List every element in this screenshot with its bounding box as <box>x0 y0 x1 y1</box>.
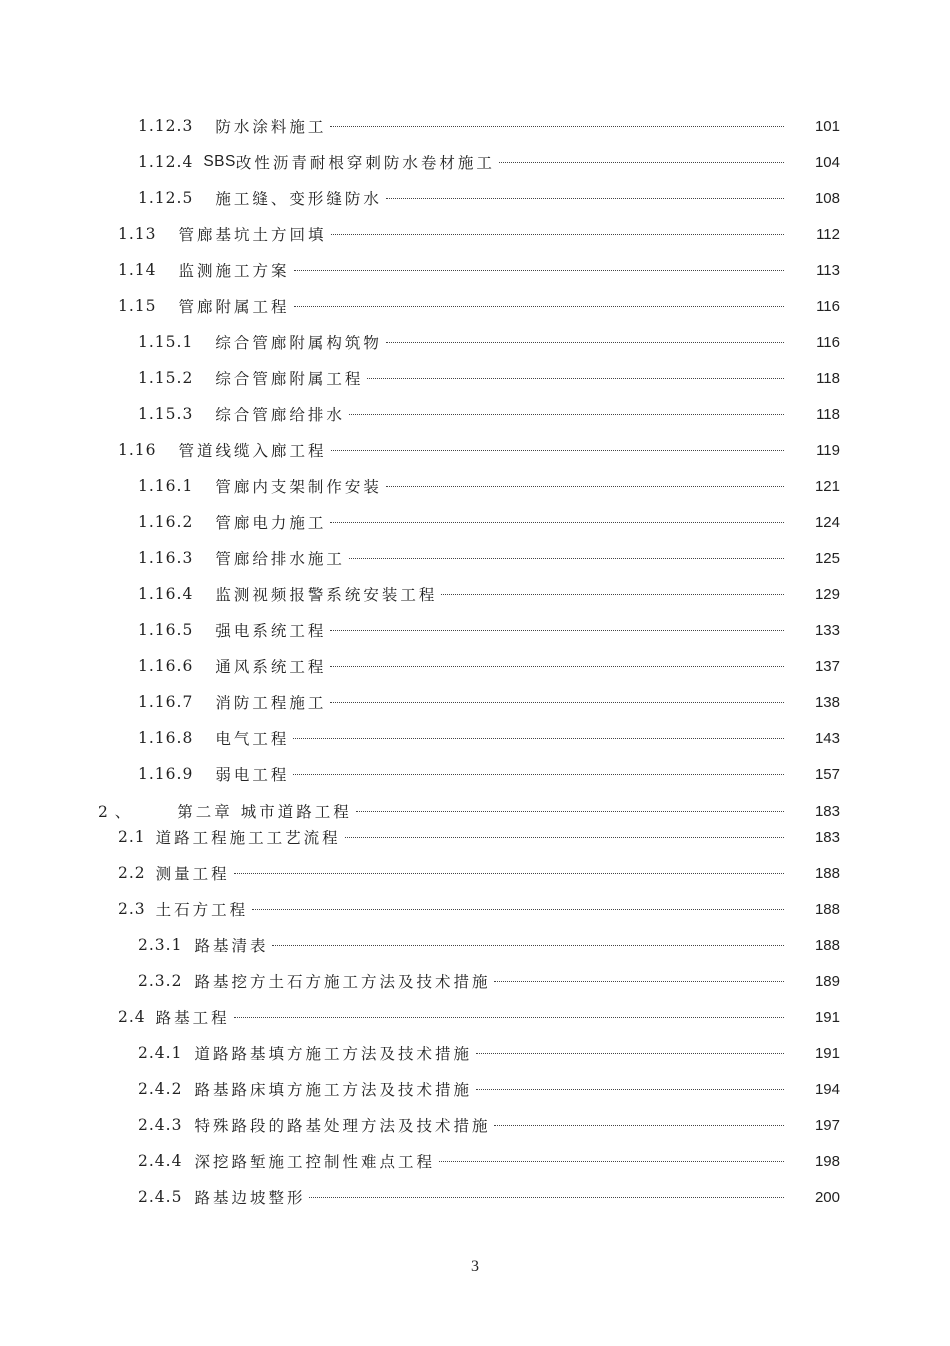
toc-dot-leader <box>293 726 784 739</box>
toc-dot-leader <box>309 1185 784 1198</box>
toc-entry-page: 116 <box>816 333 840 351</box>
toc-entry-page: 133 <box>814 621 840 639</box>
toc-entry-page: 125 <box>814 549 840 567</box>
toc-entry[interactable] <box>138 150 840 174</box>
toc-entry-number: 1.16 <box>118 441 157 459</box>
toc-entry-page: 124 <box>814 513 840 531</box>
toc-entry[interactable] <box>138 114 840 138</box>
toc-entry[interactable] <box>118 897 840 921</box>
toc-entry-number: 1.15.2 <box>138 369 194 387</box>
toc-entry-page: 108 <box>814 189 840 207</box>
toc-entry-number: 1.15 <box>118 297 157 315</box>
toc-entry-page: 138 <box>814 693 840 711</box>
toc-entry-page: 189 <box>814 972 840 990</box>
toc-entry-number: 2.3 <box>118 900 146 918</box>
toc-dot-leader <box>272 933 784 946</box>
toc-entry-title: 土石方工程 <box>155 901 249 919</box>
toc-entry-page: 183 <box>814 802 840 820</box>
toc-entry[interactable] <box>138 690 840 714</box>
toc-entry-number: 2.3.1 <box>138 936 183 954</box>
toc-dot-leader <box>439 1149 784 1162</box>
toc-dot-leader <box>345 825 784 838</box>
toc-entry-page: 198 <box>814 1152 840 1170</box>
toc-entry-page: 129 <box>814 585 840 603</box>
toc-entry-number: 1.12.3 <box>138 117 194 135</box>
toc-entry-number: 1.16.8 <box>138 729 194 747</box>
toc-entry-title: 综合管廊附属工程 <box>215 370 364 388</box>
toc-entry-title: 道路路基填方施工方法及技术措施 <box>194 1045 472 1063</box>
toc-entry-number: 2.4 <box>118 1008 146 1026</box>
toc-entry[interactable] <box>138 762 840 786</box>
toc-entry-title: 管廊电力施工 <box>215 514 327 532</box>
toc-entry-title: 深挖路堑施工控制性难点工程 <box>194 1153 435 1171</box>
toc-entry-title: 电气工程 <box>215 730 290 748</box>
toc-entry-title: 管道线缆入廊工程 <box>178 442 327 460</box>
toc-entry[interactable] <box>138 546 840 570</box>
toc-dot-leader <box>476 1041 784 1054</box>
toc-entry[interactable] <box>118 294 840 318</box>
toc-dot-leader <box>234 1005 784 1018</box>
toc-entry-page: 188 <box>814 900 840 918</box>
toc-entry-page: 191 <box>814 1044 840 1062</box>
toc-entry-title: 弱电工程 <box>215 766 290 784</box>
toc-entry-title: 特殊路段的路基处理方法及技术措施 <box>194 1117 491 1135</box>
toc-entry-number: 1.12.5 <box>138 189 194 207</box>
toc-entry-title: 施工缝、变形缝防水 <box>215 190 382 208</box>
toc-entry-number: 2.4.2 <box>138 1080 183 1098</box>
toc-entry[interactable] <box>138 186 840 210</box>
toc-entry-page: 188 <box>814 864 840 882</box>
toc-entry[interactable] <box>138 402 840 426</box>
page-number: 3 <box>471 1258 479 1275</box>
toc-entry-title: 管廊内支架制作安装 <box>215 478 382 496</box>
toc-entry[interactable] <box>118 825 840 849</box>
toc-entry-title: 第二章 城市道路工程 <box>177 803 352 821</box>
toc-dot-leader <box>499 150 784 163</box>
toc-entry[interactable] <box>138 618 840 642</box>
toc-dot-leader <box>293 762 784 775</box>
toc-entry-number: 2.4.5 <box>138 1188 183 1206</box>
toc-entry[interactable] <box>138 969 840 993</box>
toc-entry-page: 194 <box>814 1080 840 1098</box>
toc-entry-number: 2.3.2 <box>138 972 183 990</box>
toc-entry-page: 104 <box>814 153 840 171</box>
toc-entry[interactable] <box>138 510 840 534</box>
toc-dot-leader <box>441 582 784 595</box>
toc-entry[interactable] <box>138 1185 840 1209</box>
toc-entry-page: 116 <box>816 297 840 315</box>
toc-entry-title: 强电系统工程 <box>215 622 327 640</box>
toc-dot-leader <box>234 861 784 874</box>
toc-entry-number: 2 、 <box>98 803 132 821</box>
toc-dot-leader <box>330 618 784 631</box>
toc-entry-number: 1.16.9 <box>138 765 194 783</box>
toc-entry-number: 1.16.5 <box>138 621 194 639</box>
toc-entry-title: 测量工程 <box>155 865 230 883</box>
toc-entry-title: 消防工程施工 <box>215 694 327 712</box>
toc-entry-page: 191 <box>814 1008 840 1026</box>
toc-entry-page: 137 <box>814 657 840 675</box>
toc-entry-page: 118 <box>816 369 840 387</box>
toc-entry-title: 路基工程 <box>155 1009 230 1027</box>
toc-entry-page: 121 <box>814 477 840 495</box>
toc-dot-leader <box>252 897 784 910</box>
toc-entry[interactable] <box>138 330 840 354</box>
toc-entry-title: 防水涂料施工 <box>215 118 327 136</box>
toc-dot-leader <box>386 186 784 199</box>
toc-dot-leader <box>349 546 784 559</box>
toc-entry[interactable] <box>118 258 840 282</box>
toc-entry[interactable] <box>98 799 840 823</box>
toc-entry[interactable] <box>118 861 840 885</box>
toc-entry-title: 监测施工方案 <box>178 262 290 280</box>
toc-entry[interactable] <box>138 1077 840 1101</box>
toc-entry-page: 197 <box>814 1116 840 1134</box>
toc-entry[interactable] <box>138 582 840 606</box>
toc-entry[interactable] <box>118 438 840 462</box>
toc-dot-leader <box>494 1113 784 1126</box>
toc-entry-number: 2.4.4 <box>138 1152 183 1170</box>
toc-entry-number: 1.16.2 <box>138 513 194 531</box>
toc-entry-number: 2.4.3 <box>138 1116 183 1134</box>
toc-dot-leader <box>367 366 784 379</box>
toc-entry[interactable] <box>138 1041 840 1065</box>
toc-entry-number: 1.16.3 <box>138 549 194 567</box>
toc-entry-title: 监测视频报警系统安装工程 <box>215 586 438 604</box>
toc-entry-page: 113 <box>816 261 840 279</box>
toc-dot-leader <box>349 402 784 415</box>
toc-entry-title: 管廊基坑土方回填 <box>178 226 327 244</box>
toc-entry[interactable] <box>138 933 840 957</box>
toc-dot-leader <box>494 969 784 982</box>
toc-entry-page: 143 <box>814 729 840 747</box>
toc-dot-leader <box>330 510 784 523</box>
toc-entry-page: 112 <box>816 225 840 243</box>
toc-entry[interactable] <box>138 1149 840 1173</box>
toc-entry-number: 2.1 <box>118 828 146 846</box>
toc-entry-number: 1.16.1 <box>138 477 194 495</box>
toc-entry-number: 1.16.4 <box>138 585 194 603</box>
toc-entry-page: 101 <box>814 117 840 135</box>
toc-dot-leader <box>294 294 784 307</box>
toc-entry-title: 道路工程施工工艺流程 <box>155 829 341 847</box>
toc-entry-title: 改性沥青耐根穿刺防水卷材施工 <box>235 154 495 172</box>
toc-entry[interactable] <box>138 726 840 750</box>
toc-entry-title: 管廊附属工程 <box>178 298 290 316</box>
toc-entry[interactable] <box>138 474 840 498</box>
toc-dot-leader <box>330 114 784 127</box>
toc-dot-leader <box>356 799 784 812</box>
toc-entry[interactable] <box>138 366 840 390</box>
toc-entry-number: 1.12.4 <box>138 153 194 171</box>
toc-entry-title: 路基路床填方施工方法及技术措施 <box>194 1081 472 1099</box>
toc-entry-title-prefix: SBS <box>203 153 236 170</box>
toc-entry-page: 200 <box>814 1188 840 1206</box>
toc-dot-leader <box>330 690 784 703</box>
toc-dot-leader <box>331 222 784 235</box>
toc-entry-page: 188 <box>814 936 840 954</box>
toc-entry-page: 183 <box>814 828 840 846</box>
toc-entry-number: 1.16.6 <box>138 657 194 675</box>
toc-entry[interactable] <box>138 1113 840 1137</box>
toc-entry-page: 118 <box>816 405 840 423</box>
toc-dot-leader <box>386 330 784 343</box>
toc-entry[interactable] <box>118 1005 840 1029</box>
toc-entry-title: 管廊给排水施工 <box>215 550 345 568</box>
toc-entry-title: 路基清表 <box>194 937 269 955</box>
toc-entry-number: 1.15.1 <box>138 333 194 351</box>
toc-entry-title: 路基挖方土石方施工方法及技术措施 <box>194 973 491 991</box>
toc-dot-leader <box>476 1077 784 1090</box>
toc-entry-number: 1.15.3 <box>138 405 194 423</box>
toc-dot-leader <box>386 474 784 487</box>
toc-entry-title: 综合管廊附属构筑物 <box>215 334 382 352</box>
toc-entry-number: 2.2 <box>118 864 146 882</box>
toc-entry-title: 路基边坡整形 <box>194 1189 306 1207</box>
toc-dot-leader <box>330 654 784 667</box>
toc-entry-page: 119 <box>816 441 840 459</box>
toc-entry-number: 1.13 <box>118 225 157 243</box>
toc-entry-number: 2.4.1 <box>138 1044 183 1062</box>
toc-entry-title: 综合管廊给排水 <box>215 406 345 424</box>
toc-entry-page: 157 <box>814 765 840 783</box>
toc-dot-leader <box>331 438 784 451</box>
toc-entry[interactable] <box>118 222 840 246</box>
toc-entry-number: 1.14 <box>118 261 157 279</box>
toc-entry-title: 通风系统工程 <box>215 658 327 676</box>
toc-entry-number: 1.16.7 <box>138 693 194 711</box>
toc-entry[interactable] <box>138 654 840 678</box>
toc-dot-leader <box>294 258 784 271</box>
